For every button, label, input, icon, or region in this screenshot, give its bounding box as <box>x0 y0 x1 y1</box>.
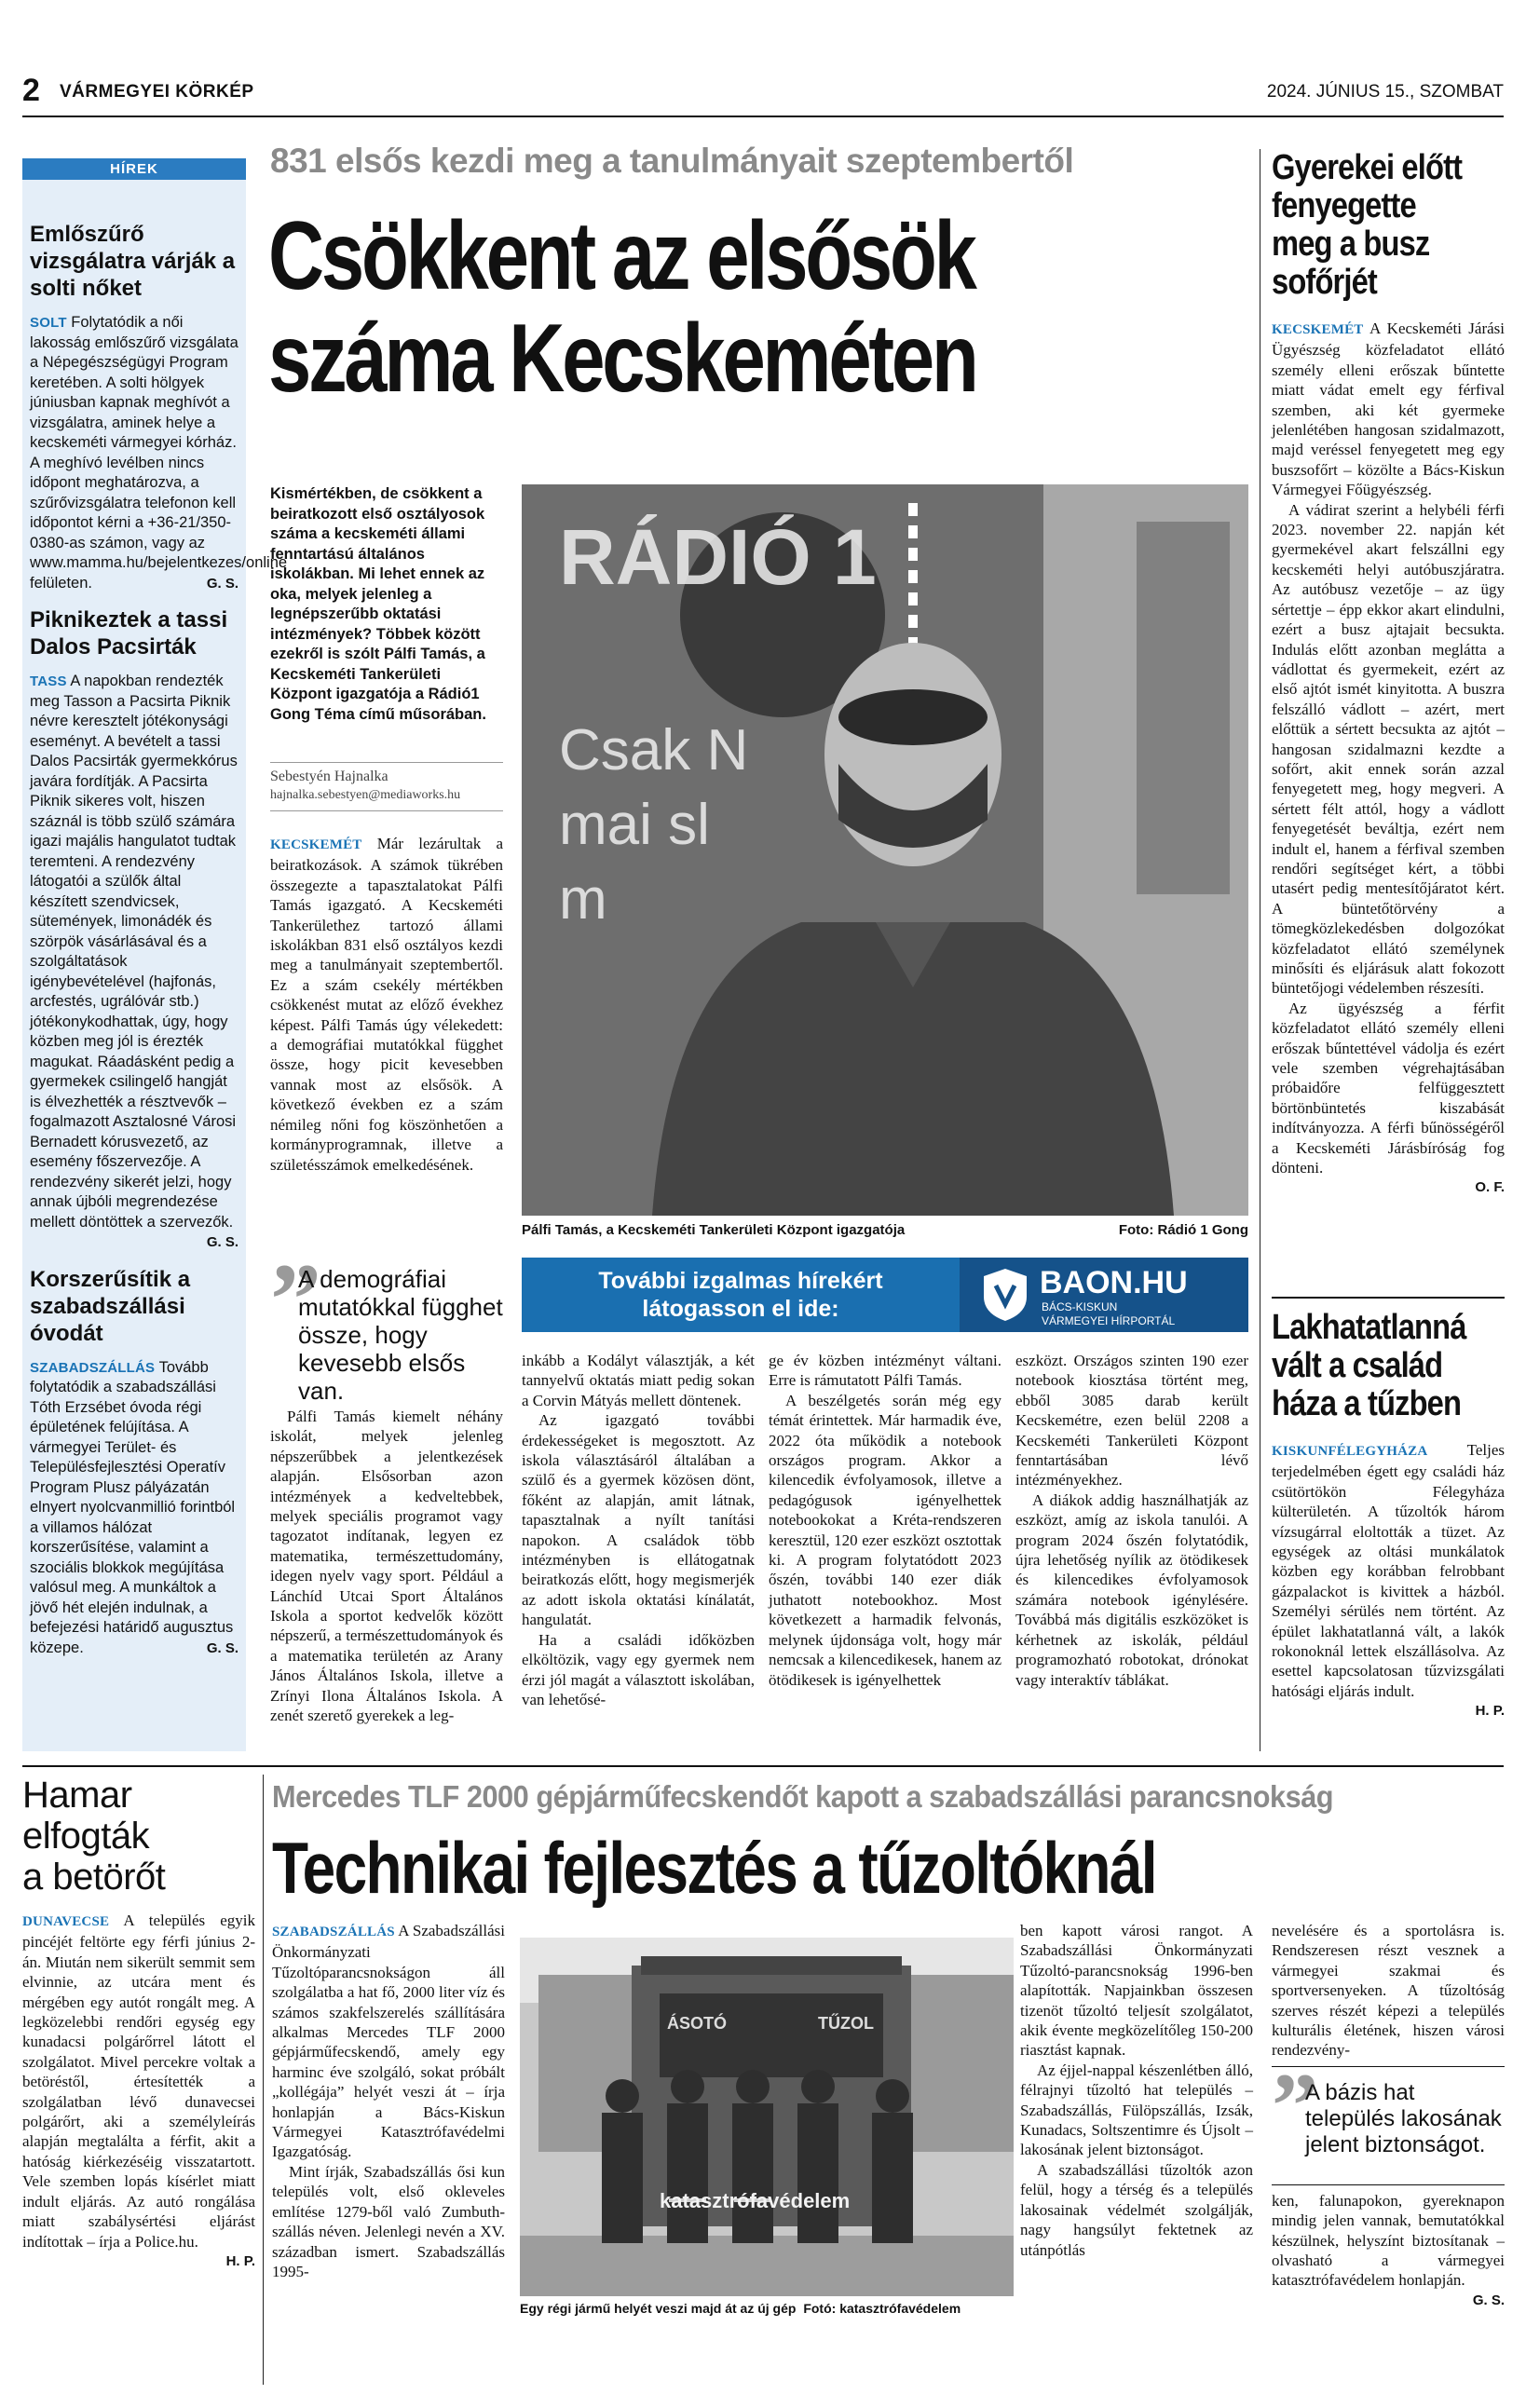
photo-caption: Egy régi jármű helyét veszi majd át az új gép Fotó: katasztrófavédelem <box>520 2301 961 2316</box>
banner-text: További izgalmas hírekért látogasson el ide: <box>598 1268 883 1322</box>
photo-caption: Pálfi Tamás, a Kecskeméti Tankerületi Központ igazgatója <box>522 1222 906 1238</box>
sidebar-item-title: Emlőszűrő vizsgálatra várják a solti nőket <box>30 222 236 301</box>
bottom-column-2: ben kapott városi rangot. A Szabadszállási Önkormányzati Tűzoltó-parancsnokság 1996-ben alapították. Napjainkban összesen tizenöt tűzoltó teljesít szolgálatot, akik évente megközelítőleg 150-200 riasztást kapnak. Az éjjel-nappal készenlétben álló, félrajnyi tűzoltó hat település – Szabadszállás, Fülöpszállás, Izsák, Kunadacs, Soltszentimre és Újsolt – lakosának jelent biztonságot. A szabadszállási tűzoltók azon felül, hogy a térség és a település lakosainak védelmét szolgálják, nagy hangsúlyt fektetnek az utánpótlás <box>1020 1922 1253 2259</box>
issue-date: 2024. JÚNIUS 15., SZOMBAT <box>1266 82 1504 102</box>
pull-quote: ” A demográfiai mutatókkal függhet össze, hogy kevesebb elsős van. <box>270 1243 503 1405</box>
photo-credit: Foto: Rádió 1 Gong <box>1118 1222 1248 1238</box>
main-photo <box>522 484 1248 1216</box>
bottom-left-article: Hamar elfogták a betörőt DUNAVECSE A település egyik pincéjét feltörte egy férfi június 2-án. Miután nem sikerült semmit sem elvinnie, az utcára ment és mérgében egy autót rongált meg. A legközelebbi rendőri egység egy kunadacsi polgárőrrel látott el szolgálatot. Mivel percekre voltak a betöréstől, értesítették a szolgálatban lévő dunavecsei polgárőrt, aki a személyleírás alapján megtalálta a férfit, akit a hatóság kiérkezéséig visszatartott. Vele szemben lopás kísérlet miatt indult eljárás. Az autó rongálása miatt szabálysértési eljárást indítottak – írja a Police.hu. H. P. <box>22 1775 255 2271</box>
page-header <box>22 75 1504 112</box>
bottom-left-title: Hamar elfogták a betörőt <box>22 1775 166 1898</box>
shield-icon <box>982 1267 1029 1323</box>
bottom-headline: Technikai fejlesztés a tűzoltóknál <box>272 1827 1156 1909</box>
photo-sign-text: Csak N <box>559 718 749 782</box>
main-headline: Csökkent az elsősök száma Kecskeméten <box>268 202 976 413</box>
truck-sign: TŰZOL <box>818 2014 874 2033</box>
firefighters-photo <box>520 1938 1014 2296</box>
section-name: VÁRMEGYEI KÖRKÉP <box>60 82 254 102</box>
right-column-rule <box>1272 1297 1505 1299</box>
right-article-title: Lakhatatlanná vált a család háza a tűzben <box>1272 1308 1466 1423</box>
signature: H. P. <box>225 2252 255 2269</box>
quote-rule <box>1272 2184 1505 2185</box>
baon-banner[interactable] <box>522 1258 1248 1332</box>
main-column-2: inkább a Kodályt választják, a két tannyelvű oktatás miatt pedig sokan a Corvin Mátyás mellett döntenek. Az igazgató további érdekességeket is megosztott. Az iskola választásáról általában a szülő és a gyermek közösen dönt, főként az alapján, amit látnak, tapasztalnak a nyílt tanítási napokon. A családok több intézményben is ellátogatnak beiratkozás előtt, hogy megismerjék az adott iskola oktatási kínálatát, hangulatát. Ha a családi időközben elköltözik, vagy egy gyermek nem érzi jól magát a választott iskolában, van lehetősé- <box>522 1352 755 1708</box>
right-article-2: Lakhatatlanná vált a család háza a tűzben KISKUNFÉLEGYHÁZA Teljes terjedelmében égett egy családi ház csütörtökön Félegyháza külterületén. A tűzoltók három vízsugárral eloltották a tüzet. Az egységek az oltási munkálatok közben egy korábban felrobbant gázpalackot is kivittek a házból. Személyi sérülés nem történt. Az épület lakhatatlanná vált, a lakók rokonoknál lettek elszállásolva. Az esettel kapcsolatosan tűzvizsgálati hatósági eljárás indult. H. P. <box>1272 1309 1505 1721</box>
bottom-column-separator <box>263 1775 264 2385</box>
right-article-title: Gyerekei előtt fenyegette meg a busz sofőrjét <box>1272 148 1463 302</box>
banner-brand: BAON.HU <box>1040 1265 1188 1300</box>
main-kicker: 831 elsős kezdi meg a tanulmányait szeptembertől <box>270 142 1074 180</box>
photo-credit: Fotó: katasztrófavédelem <box>803 2301 961 2316</box>
quote-mark-icon: ” <box>270 1243 321 1356</box>
signature: O. F. <box>1475 1179 1505 1196</box>
photo-sign-text: m <box>559 867 607 932</box>
photo-watermark: katasztrófavédelem <box>660 2189 851 2212</box>
signature: G. S. <box>1472 2292 1505 2308</box>
main-intro: Kismértékben, de csökkent a beiratkozott első osztályosok száma a kecskeméti állami fenntartású általános iskolákban. Mi lehet ennek az oka, melyek jelenleg a legnépszerűbb oktatási intézmények? Többek között ezekről is szólt Pálfi Tamás, a Kecskeméti Tankerületi Központ igazgatója a Rádió1 Gong Téma című műsorában. <box>270 485 486 723</box>
firetruck-illustration <box>520 1938 1014 2296</box>
sidebar-item-body: TASS A napokban rendezték meg Tasson a Pacsirta Piknik névre keresztelt jótékonysági eseményt. A bevételt a tassi Dalos Pacsirták gyermekkórus javára fordítják. A Pacsirta Piknik sikeres volt, hiszen száznál is több szülő számára igazi majális hangulatot tudtak teremteni. A rendezvény látogatói a szülők által készített szendvicsek, sütemények, limonádék és szörpök vásárlásával és a szolgáltatások igénybevételével (hajfonás, arcfestés, ugrálóvár stb.) jótékonykodhattak, úgy, hogy közben meg jól is érezték magukat. Ráadásként pedig a gyermekek csilingelő hangját is élvezhették a résztvevők – fogalmazott Asztalosné Városi Bernadett kórusvezető, az esemény főszervezője. A rendezvény sikerét jelzi, hogy annak újbóli megrendezése mellett döntöttek a szervezők. G. S. <box>30 672 238 1232</box>
signature: G. S. <box>206 1639 238 1656</box>
sidebar-tag: HÍREK <box>22 158 246 180</box>
truck-sign: ÁSOTÓ <box>667 2014 728 2033</box>
bottom-column-3: nevelésére és a sportolásra is. Rendszeresen részt vesznek a vármegyei szakmai és sportversenyeken. A tűzoltóság szerves részét képezi a település kulturális életének, hiszen városi rendezvény- ” A bázis hat település lakosának jelent biztonságot. ken, falunapokon, gyereknapon mindig jelen vannak, bemutatókkal készülnek, helyszínt biztosítanak – olvasható a vármegyei katasztrófavédelem honlapján. G. S. <box>1272 1921 1505 2310</box>
author-name: Sebestyén Hajnalka <box>270 769 388 784</box>
author-rule-bottom <box>270 810 503 811</box>
main-column-1: KECSKEMÉT Már lezárultak a beiratkozások. A számok tükrében összegezte a tapasztalatokat Pálfi Tamás igazgató. A Kecskeméti Tankerülethez tartozó állami iskolákban 831 első osztályos kezdi meg a tanulmányait szeptembertől. Ez a szám csekély mértékben csökkenést mutat az előző évekhez képest. Pálfi Tamás úgy vélekedett: a demográfiai mutatókkal függhet össze, hogy picit kevesebben vannak most az elsősök. A következő években ez a szám némileg nőni fog köszönhetően a kormányprogramnak, illetve a születésszámok emelkedésének. <box>270 835 503 1174</box>
news-sidebar <box>22 158 288 1751</box>
pull-quote: ” A bázis hat település lakosának jelent biztonságot. <box>1272 2053 1502 2157</box>
bottom-column-1: SZABADSZÁLLÁS A Szabadszállási Önkormányzati Tűzoltóparancsnokságon áll szolgálatba a hat fő, 2000 liter víz és számos szakfelszerelés szállítására alkalmas Mercedes TLF 2000 gépjárműfecskendő, amely egy harminc éve szolgáló, sokat próbált „kollégája” helyét veszi át – írja honlapján a Bács-Kiskun Vármegyei Katasztrófavédelmi Igazgatóság. Mint írják, Szabadszállás ősi kun település volt, első okleveles említése 1279-ből való Zumbuth-szállás néven. Jelenlegi nevén a XV. században ismert. Szabadszállás 1995- <box>272 1922 506 2280</box>
signature: H. P. <box>1475 1703 1505 1720</box>
bottom-kicker: Mercedes TLF 2000 gépjárműfecskendőt kapott a szabadszállási parancsnokság <box>272 1779 1334 1814</box>
sidebar-item-body: SZABADSZÁLLÁS Tovább folytatódik a szabadszállási Tóth Erzsébet óvoda régi épületének felújítása. A vármegyei Terület- és Településfejlesztési Operatív Program Plusz pályázatán elnyert nyolcvanmillió forintból a villamos hálózat korszerűsítése, valamint a szociális blokkok megújítása valósul meg. A munkáltok a jövő hét elején indulnak, a befejezési határidő augusztus közepe. G. S. <box>30 1358 238 1659</box>
sidebar-item-body: SOLT Folytatódik a női lakosság emlőszűrő vizsgálata a Népegészségügyi Program keretében. A solti hölgyek júniusban kapnak meghívót a vizsgálatra, aminek helye a kecskeméti vármegyei kórház. A meghívó levélben nincs időpont meghatározva, a szűrővizsgálatra telefonon kell időpontot kérni a +36-21/350-0380-as számon, vagy az www.mamma.hu/bejelentkezes/online felületen. G. S. <box>30 313 238 593</box>
sidebar-item-title: Piknikeztek a tassi Dalos Pacsirták <box>30 607 228 660</box>
right-article-1: Gyerekei előtt fenyegette meg a busz sofőrjét KECSKEMÉT A Kecskeméti Járási Ügyészség közfeladatot ellátó személy elleni erőszak bűntette miatt vádat emelt egy férfival szemben, aki két gyermeke jelenlétében hangosan szidalmazott, majd veréssel fenyegetett meg egy buszsofőrt – közölte a Bács-Kiskun Vármegyei Főügyészség. A vádirat szerint a helybéli férfi 2023. november 22. napján két gyermekével akart felszállni egy kecskeméti helyi autóbuszjáratra. Az autóbusz vezetője – az ügy sértettje – épp ekkor akart elindulni, ezért a busz ajtajait becsukta. Indulás előtt azonban meglátta a vádlottat és gyermekeit, ezért az első ajtót ismét kinyitotta. A buszra felszálló vádlott – azért, mert előttük a sértett becsukta az ajtót – hangosan szidalmazni kezdte a sofőrt, akit ennek során azzal fenyegetett meg, hogy megveri. A sértett félt attól, hogy a vádlott fenyegetését beváltja, ezért nem indult el, hanem a férfival szemben rendőri segítséget kért, a többi utasért pedig mentesítőjáratot kért. A büntetőtörvény a tömegközlekedésben dolgozókat közfeladatot ellátó személynek minősíti és eljárásuk alatt fokozott büntetőjogi védelemben részesíti. Az ügyészség a férfit közfeladatot ellátó személy elleni erőszak bűntettével vádolja és ezért vele szemben végrehajtásában próbaidőre felfüggesztett börtönbüntetés kiszabását indítványozza. A férfi bűnösségéről a Kecskeméti Járásbíróság fog dönteni. O. F. <box>1272 149 1505 1198</box>
photo-sign-text: RÁDIÓ 1 <box>559 513 877 601</box>
quote-mark-icon: ” <box>1272 2053 1318 2157</box>
banner-brand-sub: VÁRMEGYEI HÍRPORTÁL <box>1042 1314 1176 1327</box>
page-number: 2 <box>22 73 40 108</box>
banner-brand-box <box>960 1258 1248 1332</box>
author-rule <box>270 762 503 763</box>
signature: G. S. <box>206 575 238 592</box>
main-column-3: ge év közben intézményt váltani. Erre is rámutatott Pálfi Tamás. A beszélgetés során még egy témát érintettek. Már harmadik éve, 2022 óta működik a notebook országos program. Akkor a kilencedik évfolyamosok, illetve a pedagógusok igényelhettek notebookokat a Kréta-rendszeren keresztül, 120 ezer eszközt osztottak ki. A program folytatódott 2023 őszén, további 140 ezer diák juthatott notebookhoz. Most következett a harmadik felvonás, melynek újdonsága volt, hogy már nemcsak a kilencedikesek, hanem az ötödikesek is igényelhettek <box>769 1352 1001 1689</box>
author-email: hajnalka.sebestyen@mediaworks.hu <box>270 788 461 802</box>
main-column-4: eszközt. Országos szinten 190 ezer notebook kiosztása történt meg, ebből 3085 darab került Kecskemétre, ezen belül 2208 a Kecskeméti Tankerületi Központ fenntartásában lévő intézményekhez. A diákok addig használhatják az eszközt, amíg az iskola tanulói. A program 2024 őszén folytatódik, újra lehetőség nyílik az ötödikesek és kilencedikes évfolyamosok számára notebook igénylésére. Továbbá más digitális eszközöket is kérhetnek az iskolák, például programozható robotokat, drónokat vagy interaktív táblákat. <box>1015 1352 1248 1689</box>
bottom-section-rule <box>22 1765 1504 1767</box>
signature: G. S. <box>206 1234 238 1250</box>
header-rule <box>22 116 1504 117</box>
photo-sign-text: mai sl <box>559 793 710 857</box>
main-column-1b: Pálfi Tamás kiemelt néhány iskolát, melyek jelenleg népszerűbbek a jelentkezések alapján. Elsősorban azon intézmények a kedveltebbek, melyek speciális programot vagy tagozatot indítanak, legyen ez matematika, természettudomány, idegen nyelv vagy sport. Például a Lánchíd Utcai Sport Általános Iskola a sportot kedvelők között népszerű, a természettudományok és a matematika területén az Arany János Általános Iskola, illetve a Zrínyi Ilona Általános Iskola. A zenét szerető gyerekek a leg- <box>270 1408 503 1725</box>
sidebar-item-title: Korszerűsítik a szabadszállási óvodát <box>30 1266 191 1346</box>
banner-brand-sub: BÁCS-KISKUN <box>1042 1300 1118 1313</box>
